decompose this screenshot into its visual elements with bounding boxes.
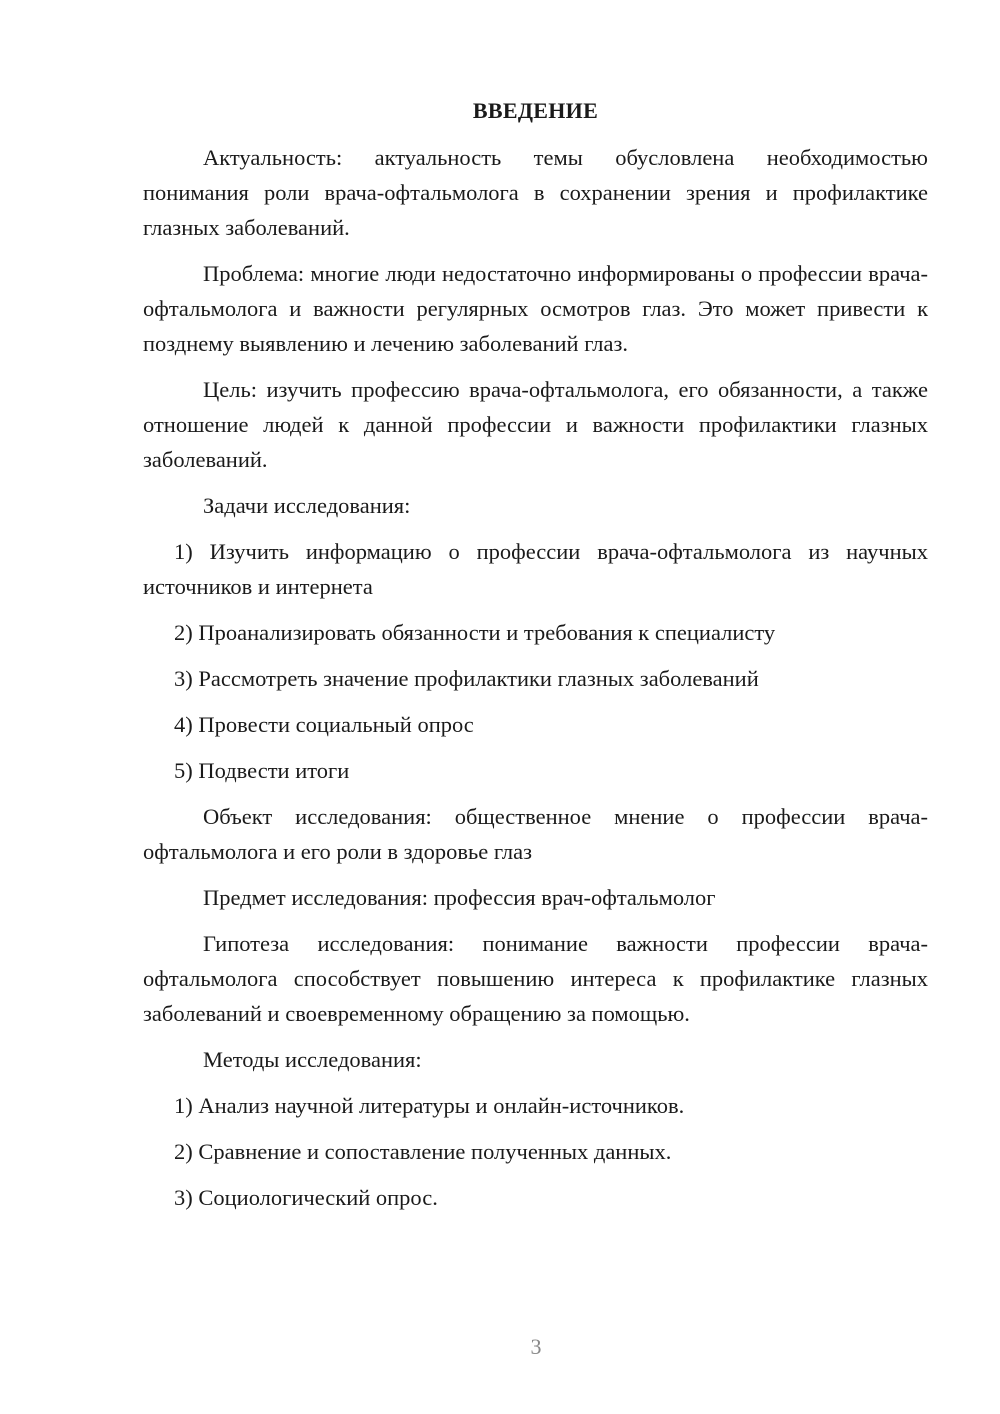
task-item-1: 1) Изучить информацию о профессии врача-офтальмолога из научных источников и интернета	[143, 539, 928, 599]
method-item-1: 1) Анализ научной литературы и онлайн-источников.	[174, 1093, 685, 1118]
document-page	[143, 96, 928, 1226]
task-item-2: 2) Проанализировать обязанности и требования к специалисту	[174, 620, 776, 645]
methods-title: Методы исследования:	[203, 1047, 422, 1072]
method-item-3: 3) Социологический опрос.	[174, 1185, 438, 1210]
object-paragraph: Объект исследования: общественное мнение о профессии врача-офтальмолога и его роли в здоровье глаз	[143, 804, 928, 864]
hypothesis-paragraph: Гипотеза исследования: понимание важности профессии врача-офтальмолога способствует повышению интереса к профилактике глазных заболеваний и своевременному обращению за помощью.	[143, 931, 928, 1026]
goal-paragraph: Цель: изучить профессию врача-офтальмолога, его обязанности, а также отношение людей к данной профессии и важности профилактики глазных заболеваний.	[143, 377, 928, 472]
subject-paragraph: Предмет исследования: профессия врач-офтальмолог	[203, 885, 716, 910]
problem-paragraph: Проблема: многие люди недостаточно информированы о профессии врача-офтальмолога и важности регулярных осмотров глаз. Это может привести к позднему выявлению и лечению заболеваний глаз.	[143, 261, 928, 356]
task-item-4: 4) Провести социальный опрос	[174, 712, 474, 737]
tasks-title: Задачи исследования:	[203, 493, 411, 518]
method-item-2: 2) Сравнение и сопоставление полученных данных.	[174, 1139, 672, 1164]
task-item-3: 3) Рассмотреть значение профилактики глазных заболеваний	[174, 666, 759, 691]
page-number: 3	[530, 1334, 542, 1359]
relevance-paragraph: Актуальность: актуальность темы обусловлена необходимостью понимания роли врача-офтальмолога в сохранении зрения и профилактике глазных заболеваний.	[143, 145, 928, 240]
task-item-5: 5) Подвести итоги	[174, 758, 350, 783]
section-heading: ВВЕДЕНИЕ	[472, 98, 599, 123]
